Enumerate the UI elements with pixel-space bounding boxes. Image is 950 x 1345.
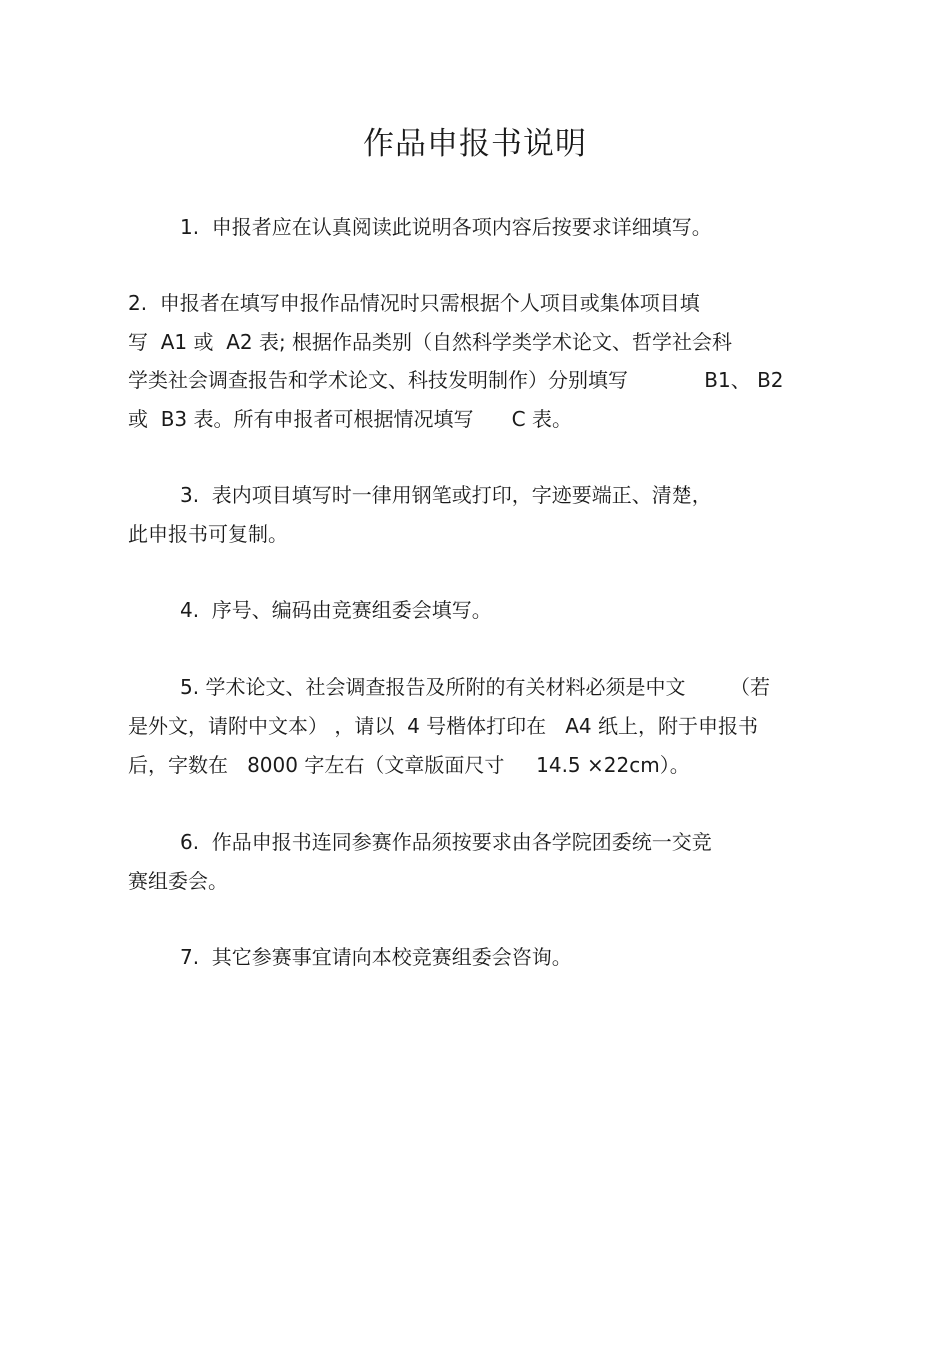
item-2-line-1: 2. 申报者在填写申报作品情况时只需根据个人项目或集体项目填 — [128, 291, 700, 315]
item-5-line-1: 5. 学术论文、社会调查报告及所附的有关材料必须是中文 （若 — [180, 675, 770, 699]
item-3-line-1: 3. 表内项目填写时一律用钢笔或打印，字迹要端正、清楚， — [180, 483, 712, 507]
item-4-line-1: 4. 序号、编码由竞赛组委会填写。 — [180, 598, 492, 622]
item-2-line-4: 或 B3 表。所有申报者可根据情况填写 C 表。 — [128, 407, 572, 431]
item-1-line-1: 1. 申报者应在认真阅读此说明各项内容后按要求详细填写。 — [180, 215, 712, 239]
item-7-line-1: 7. 其它参赛事宜请向本校竞赛组委会咨询。 — [180, 945, 572, 969]
item-5-line-3: 后，字数在 8000 字左右（文章版面尺寸 14.5 ×22cm）。 — [128, 753, 690, 777]
item-5-line-2: 是外文，请附中文本） ，请以 4 号楷体打印在 A4 纸上，附于申报书 — [128, 714, 758, 738]
item-6-line-2: 赛组委会。 — [128, 869, 228, 893]
item-6-line-1: 6. 作品申报书连同参赛作品须按要求由各学院团委统一交竞 — [180, 830, 712, 854]
item-2-line-2: 写 A1 或 A2 表; 根据作品类别（自然科学类学术论文、哲学社会科 — [128, 330, 733, 354]
item-3-line-2: 此申报书可复制。 — [128, 522, 288, 546]
item-2-line-3: 学类社会调查报告和学术论文、科技发明制作）分别填写 B1、 B2 — [128, 368, 784, 392]
document-title: 作品申报书说明 — [363, 126, 587, 162]
